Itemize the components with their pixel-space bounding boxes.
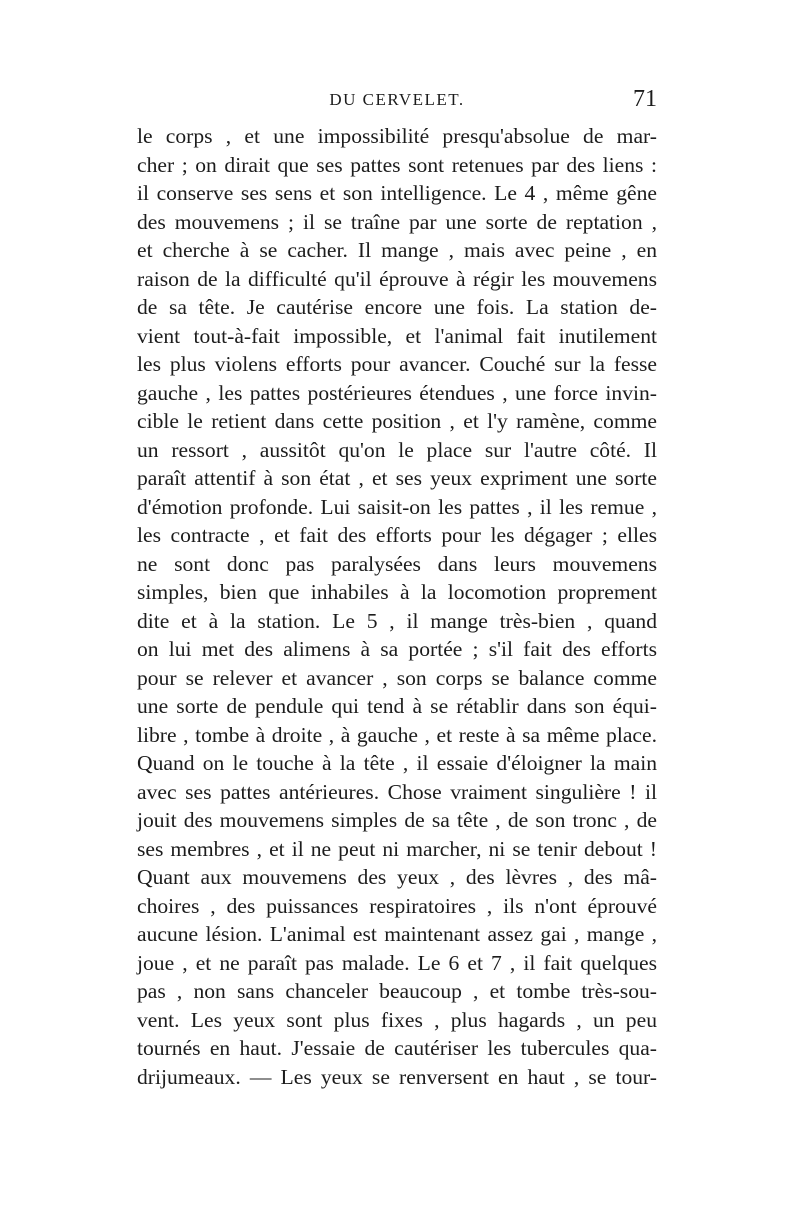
text-line: cible le retient dans cette position , et l'y ramène, comme: [137, 409, 657, 433]
text-line: dite et à la station. Le 5 , il mange très-bien , quand: [137, 608, 657, 633]
running-head: [137, 86, 657, 116]
text-line: vent. Les yeux sont plus fixes , plus hagards , un peu: [137, 1007, 657, 1032]
text-line: les contracte , et fait des efforts pour les dégager ; elles: [137, 523, 657, 547]
text-line: pas , non sans chanceler beaucoup , et tombe très-sou-: [137, 979, 657, 1003]
text-line: pour se relever et avancer , son corps se balance comme: [137, 665, 657, 690]
text-line: les plus violens efforts pour avancer. Couché sur la fesse: [137, 352, 657, 376]
text-line: il conserve ses sens et son intelligence. Le 4 , même gêne: [137, 181, 657, 205]
text-line: des mouvemens ; il se traîne par une sorte de reptation ,: [137, 209, 657, 234]
text-line: ne sont donc pas paralysées dans leurs mouvemens: [137, 551, 657, 576]
text-line: Quant aux mouvemens des yeux , des lèvres , des mâ-: [137, 865, 657, 889]
text-line: on lui met des alimens à sa portée ; s'il fait des efforts: [137, 637, 657, 661]
text-line: gauche , les pattes postérieures étendues , une force invin-: [137, 380, 657, 405]
text-line: le corps , et une impossibilité presqu'absolue de mar-: [137, 124, 657, 148]
text-line: joue , et ne paraît pas malade. Le 6 et 7 , il fait quelques: [137, 950, 657, 975]
text-line: paraît attentif à son état , et ses yeux expriment une sorte: [137, 466, 657, 490]
text-line: d'émotion profonde. Lui saisit-on les pattes , il les remue ,: [137, 494, 657, 519]
text-line: vient tout-à-fait impossible, et l'animal fait inutilement: [137, 323, 657, 348]
body-text: [137, 122, 657, 1091]
page-number: 71: [633, 86, 657, 112]
text-line: un ressort , aussitôt qu'on le place sur l'autre côté. Il: [137, 437, 657, 462]
text-line: de sa tête. Je cautérise encore une fois. La station de-: [137, 295, 657, 319]
text-line: Quand on le touche à la tête , il essaie d'éloigner la main: [137, 751, 657, 775]
text-line: raison de la difficulté qu'il éprouve à régir les mouvemens: [137, 266, 657, 291]
text-line: aucune lésion. L'animal est maintenant assez gai , mange ,: [137, 922, 657, 946]
text-line: une sorte de pendule qui tend à se rétablir dans son équi-: [137, 694, 657, 718]
text-line: choires , des puissances respiratoires , ils n'ont éprouvé: [137, 893, 657, 918]
text-line: drijumeaux. — Les yeux se renversent en haut , se tour-: [137, 1064, 657, 1089]
running-title: DU CERVELET.: [329, 90, 465, 109]
text-line: libre , tombe à droite , à gauche , et reste à sa même place.: [137, 722, 657, 747]
text-line: tournés en haut. J'essaie de cautériser les tubercules qua-: [137, 1036, 657, 1060]
text-line: et cherche à se cacher. Il mange , mais avec peine , en: [137, 238, 657, 262]
text-line: avec ses pattes antérieures. Chose vraiment singulière ! il: [137, 779, 657, 804]
text-line: jouit des mouvemens simples de sa tête , de son tronc , de: [137, 808, 657, 832]
text-line: simples, bien que inhabiles à la locomotion proprement: [137, 580, 657, 604]
text-line: cher ; on dirait que ses pattes sont retenues par des liens :: [137, 152, 657, 177]
text-line: ses membres , et il ne peut ni marcher, ni se tenir debout !: [137, 836, 657, 861]
